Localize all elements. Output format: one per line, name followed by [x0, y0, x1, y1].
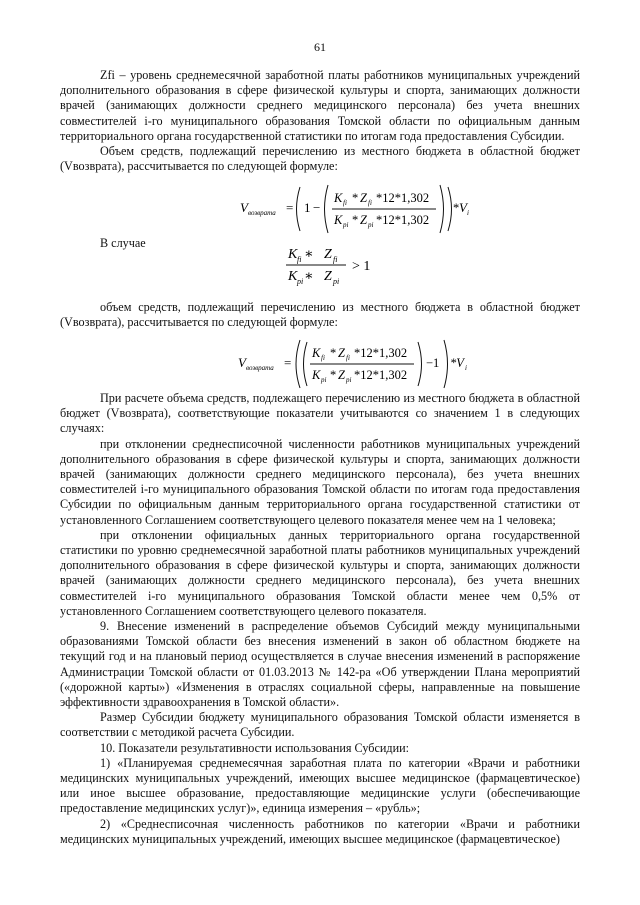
svg-text:Z: Z [360, 213, 367, 227]
formula1-num-rest: *12*1,302 [376, 191, 430, 205]
formula2-minus-one: −1 [426, 356, 440, 370]
formula2-lhs-sub: возврата [246, 364, 274, 372]
formula1-num-z: Z [360, 191, 367, 205]
svg-text:*: * [352, 191, 359, 205]
svg-text:fi: fi [321, 354, 325, 362]
formula-return-volume-2 [238, 338, 468, 390]
formula2-times-v: *V [450, 356, 464, 370]
condition-k-den-sub: pi [297, 277, 304, 286]
paragraph-subsidy-size: Размер Субсидии бюджету муниципального образования Томской области изменяется в соответствии с методикой расчета Субсидии. [60, 710, 580, 740]
condition-formula [286, 242, 396, 288]
formula1-den-z-sub: pi [368, 221, 374, 229]
condition-gt: > 1 [352, 259, 371, 274]
intro-text [60, 68, 580, 174]
svg-text:*: * [330, 346, 337, 360]
svg-text:Z: Z [338, 346, 345, 360]
formula1-times: * [453, 201, 460, 215]
svg-text:*: * [352, 213, 359, 227]
svg-text:K: K [312, 346, 321, 360]
svg-text:K: K [288, 269, 298, 284]
svg-text:Z: Z [338, 368, 345, 382]
paragraph-indicator-1: 1) «Планируемая среднемесячная заработная плата по категории «Врачи и работники медицинских муниципальных учреждений, имеющих высшее медицинское (фармацевтическое) или иное высшее образование, предоставляющие медицинские услуги (обеспечивающие предоставление медицинских услуг)», единица измерения – «рубль»; [60, 755, 580, 816]
case-label-block [60, 236, 180, 251]
svg-text:*12*1,302: *12*1,302 [376, 213, 430, 227]
formula1-one: 1 [304, 200, 311, 215]
paragraph-salary-deviation: при отклонении официальных данных территориального органа государственной статистики по уровню среднемесячной заработной платы работников муниципальных учреждений дополнительного образования в сфере физической культуры и спорта, занимающих должности врачей (занимающих должности среднего медицинского персонала), без учета внешних совместителей i-го муниципального образования Томской области менее чем 0,5% от установленного Соглашением соответствующего целевого показателя. [60, 527, 580, 618]
paragraph-formula2-intro: объем средств, подлежащий перечислению из местного бюджета в областной бюджет (Vвозврата), рассчитывается по следующей формуле: [60, 300, 580, 330]
condition-z: Z [324, 247, 332, 262]
svg-text:K: K [334, 213, 343, 227]
main-text [60, 391, 580, 847]
paragraph-indicator-2: 2) «Среднесписочная численность работников по категории «Врачи и работники медицинских муниципальных учреждений, имеющих высшее медицинское (фармацевтическое) [60, 816, 580, 846]
svg-text:V: V [238, 355, 246, 370]
formula1-lhs-sub: возврата [248, 209, 276, 217]
paragraph-item-10: 10. Показатели результативности использования Субсидии: [100, 740, 410, 755]
svg-text:*12*1,302: *12*1,302 [354, 368, 408, 382]
paragraph-staff-deviation: при отклонении среднесписочной численности работников муниципальных учреждений дополнительного образования в сфере физической культуры и спорта, занимающих должности врачей (занимающих должности среднего медицинского персонала), без учета внешних совместителей i-го муниципального образования Томской области по итогам года предоставления Субсидии по официальным данным территориального органа государственной статистики от установленного Соглашением соответствующего целевого показателя менее чем на 1 человека; [60, 436, 580, 527]
formula-return-volume-1 [240, 183, 470, 235]
svg-text:Z: Z [324, 269, 332, 284]
svg-text:pi: pi [346, 376, 352, 384]
svg-text:=: = [286, 200, 294, 215]
svg-text:∗: ∗ [304, 269, 314, 284]
svg-text:*: * [330, 368, 337, 382]
condition-z-den-sub: pi [333, 277, 340, 286]
formula1-num-k: K [334, 191, 343, 205]
formula1-v-sub: i [467, 209, 469, 217]
formula2-num-rest: *12*1,302 [354, 346, 408, 360]
condition-z-num-sub: fi [333, 255, 338, 264]
formula2-v-sub: i [465, 364, 467, 372]
formula1-den-k-sub: pi [343, 221, 349, 229]
formula2-intro-block [60, 300, 580, 330]
formula1-num-z-sub: fi [368, 199, 372, 207]
case-label: В случае [100, 236, 146, 250]
svg-text:fi: fi [346, 354, 350, 362]
svg-text:K: K [312, 368, 321, 382]
formula1-v: V [459, 200, 467, 215]
formula1-num-k-sub: fi [343, 199, 347, 207]
paragraph-calculation-cases: При расчете объема средств, подлежащего перечислению из местного бюджета в областной бюджет (Vвозврата), соответствующие показатели учитываются со значением 1 в следующих случаях: [60, 391, 580, 436]
paragraph-zfi-definition: Zfi – уровень среднемесячной заработной платы работников муниципальных учреждений дополнительного образования в сфере физической культуры и спорта, занимающих должности врачей (занимающих должности среднего медицинского персонала) без учета внешних совместителей i-го муниципального образования Томской области по официальным данным территориального органа государственной статистики по итогам года предоставления Субсидии. [60, 68, 580, 143]
svg-text:=: = [284, 355, 292, 370]
condition-k: K [288, 247, 298, 262]
formula1-minus: − [313, 200, 321, 215]
formula1-lhs: V [240, 200, 248, 215]
paragraph-item-9: 9. Внесение изменений в распределение объемов Субсидий между муниципальными образованиями Томской области без внесения изменений в закон об областном бюджете на текущий год и на плановый период осуществляется в случае внесения изменений в распоряжение Администрации Томской области от 01.03.2013 № 142-ра «Об утверждении Плана мероприятий («дорожной карты») «Изменения в отраслях социальной сферы, направленные на повышение эффективности здравоохранения в Томской области». [60, 619, 580, 710]
condition-star: ∗ [304, 247, 314, 262]
page-number: 61 [314, 40, 326, 54]
svg-text:pi: pi [321, 376, 327, 384]
condition-k-num-sub: fi [297, 255, 302, 264]
paragraph-formula-intro: Объем средств, подлежащий перечислению из местного бюджета в областной бюджет (Vвозврата), рассчитывается по следующей формуле: [60, 144, 580, 174]
